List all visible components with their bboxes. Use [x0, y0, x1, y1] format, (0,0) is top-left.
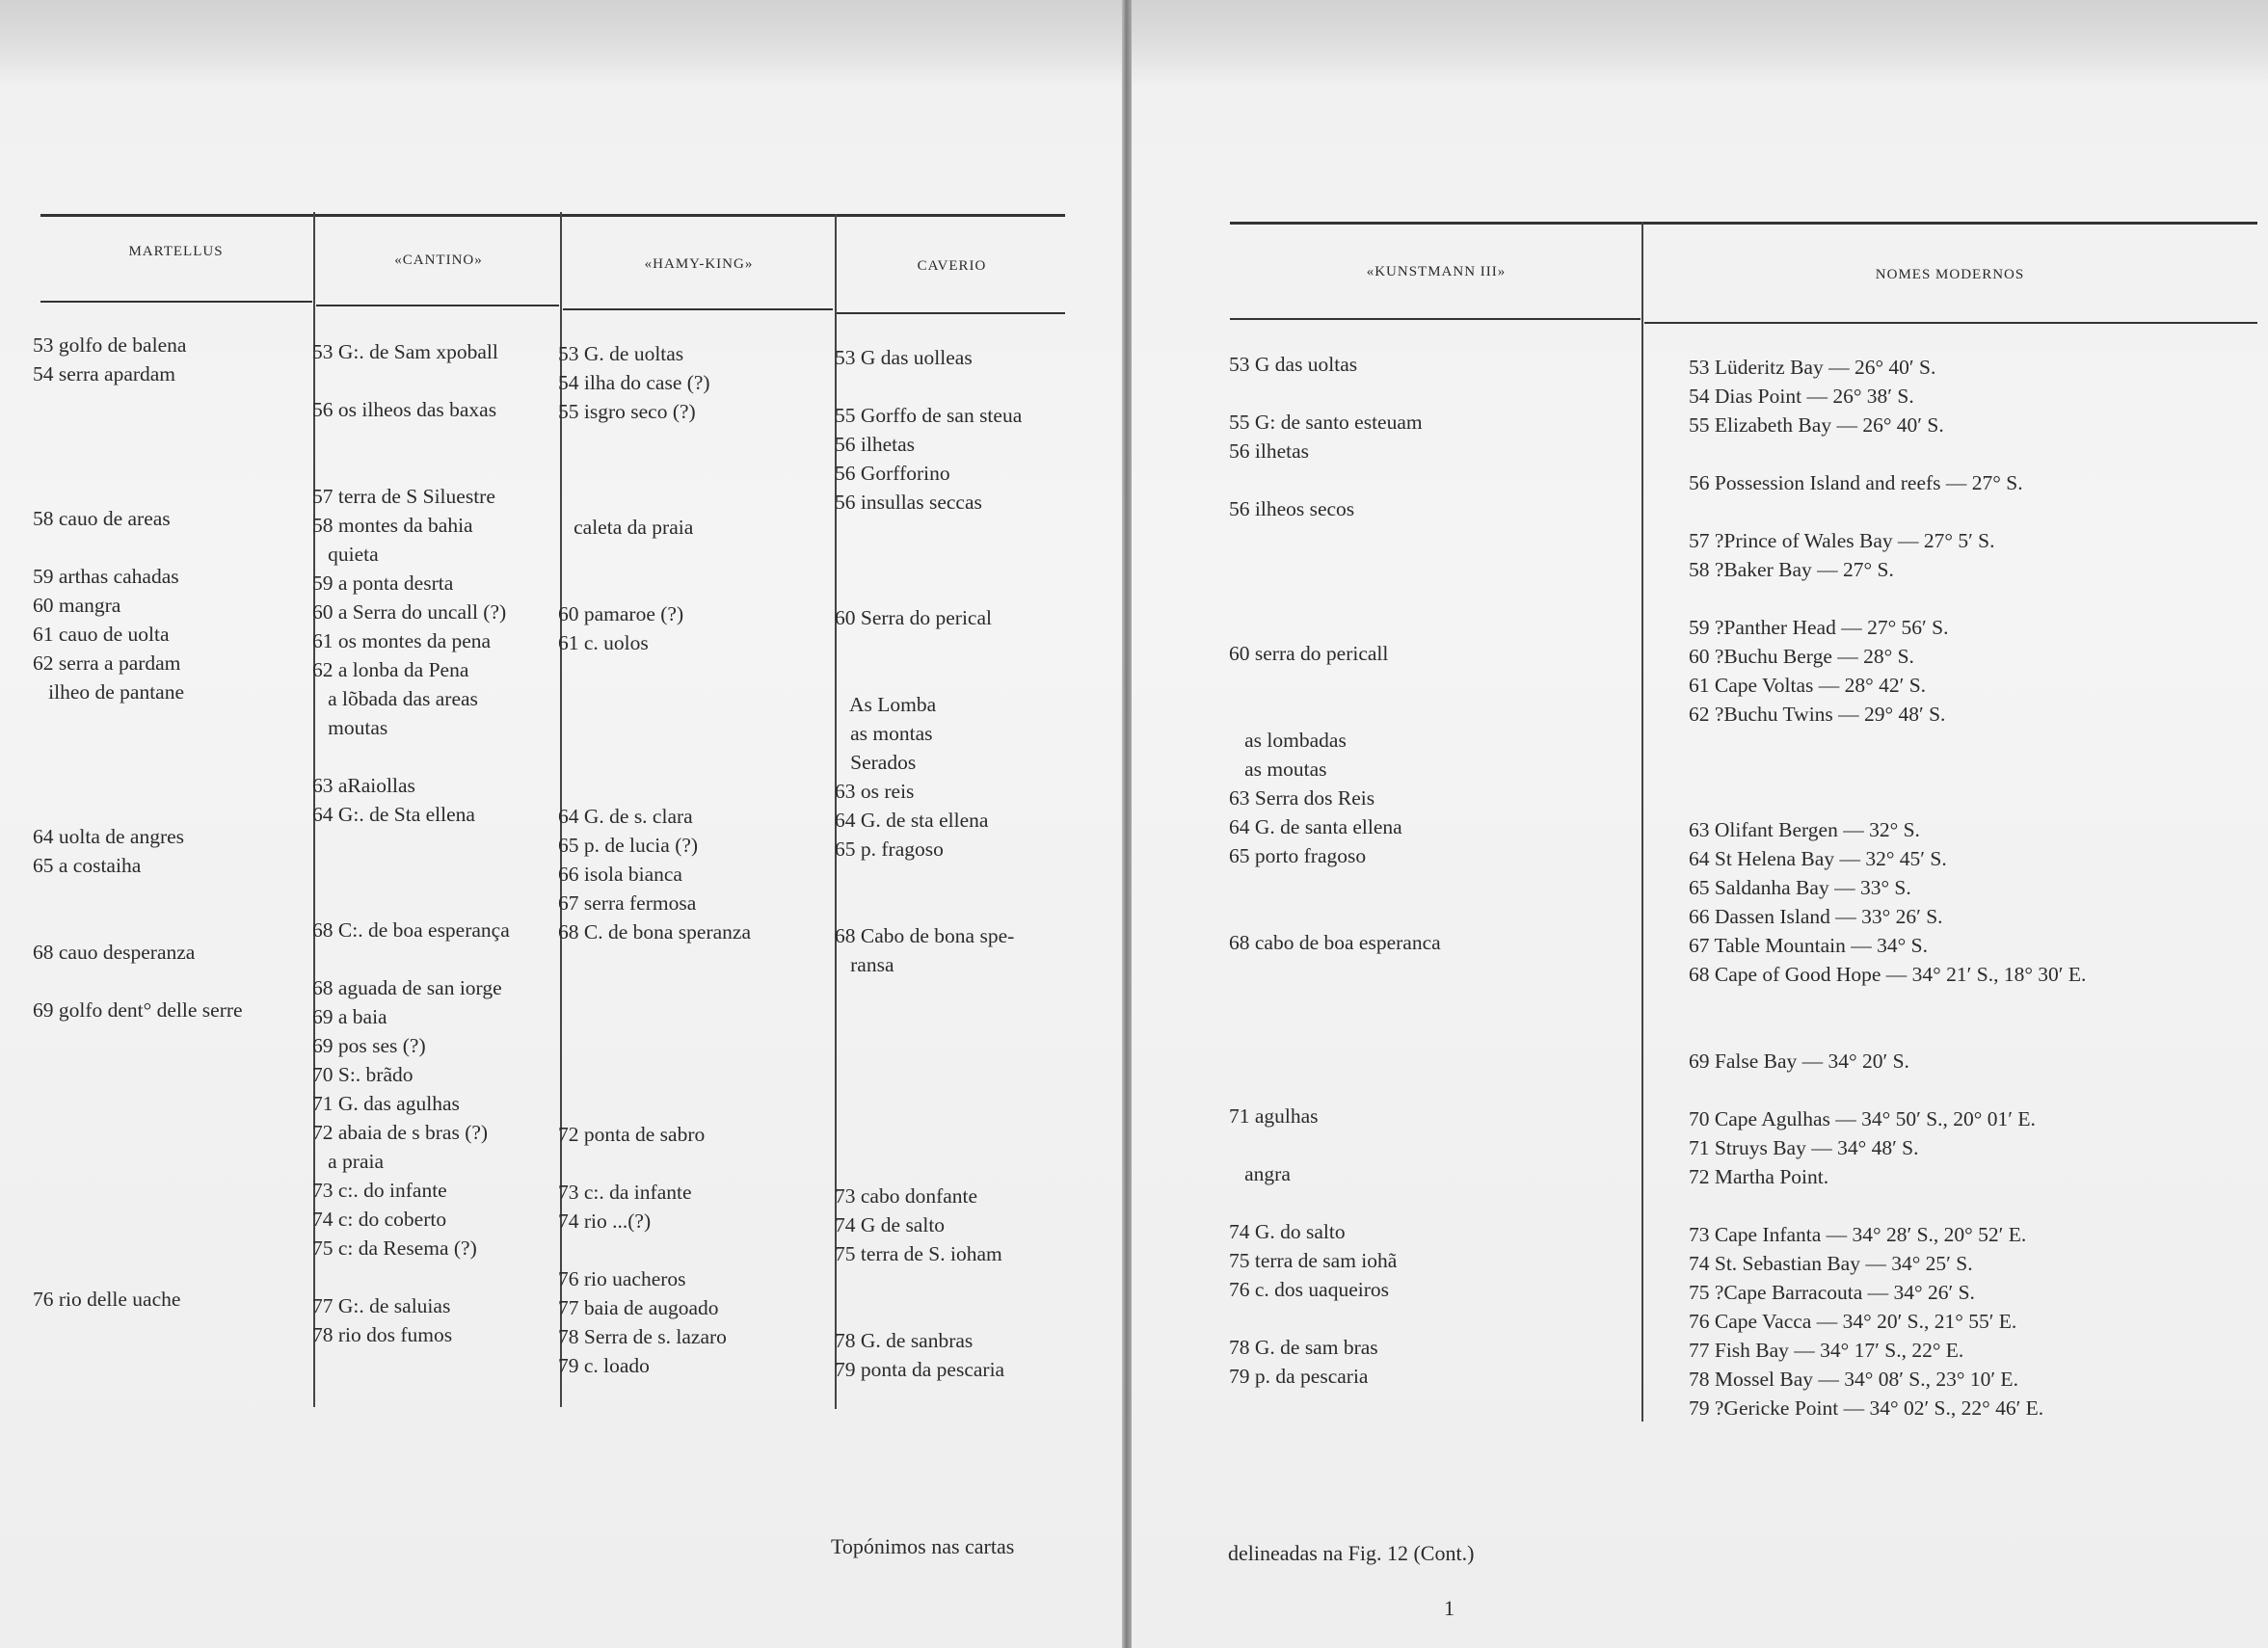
table-cell: [312, 1263, 559, 1291]
table-cell: 72 ponta de sabro: [558, 1123, 706, 1146]
table-cell: 76 rio uacheros: [558, 1267, 686, 1290]
table-cell: 55 Elizabeth Bay — 26° 40′ S.: [1689, 413, 1944, 437]
table-cell: [1229, 465, 1639, 494]
table-cell: [835, 574, 1064, 603]
table-cell: 73 Cape Infanta — 34° 28′ S., 20° 52′ E.: [1689, 1223, 2027, 1246]
table-cell: [835, 517, 1064, 545]
table-cell: 69 a baia: [312, 1005, 387, 1028]
table-cell: 65 porto fragoso: [1229, 844, 1367, 867]
table-cell: [33, 706, 312, 735]
page-number: 1: [1444, 1596, 1454, 1620]
table-cell: [558, 1149, 834, 1178]
table-cell: [1689, 1018, 2257, 1047]
table-cell: [558, 1062, 834, 1091]
table-cell: [835, 1008, 1064, 1037]
table-cell: 55 Gorffo de san steua: [835, 404, 1023, 427]
table-cell: [558, 484, 834, 513]
table-cell: 73 cabo donfante: [835, 1184, 978, 1208]
table-cell: [558, 657, 834, 686]
table-cell: 53 G das uolleas: [835, 346, 973, 369]
table-cell: [835, 1066, 1064, 1095]
table-cell: [1229, 899, 1639, 928]
table-cell: as montas: [835, 722, 933, 745]
table-cell: 60 serra do pericall: [1229, 642, 1389, 665]
table-cell: 71 Struys Bay — 34° 48′ S.: [1689, 1136, 1919, 1159]
table-cell: 56 ilhetas: [835, 433, 915, 456]
kunstmann-column: [1229, 350, 1639, 1391]
table-cell: [33, 417, 312, 446]
table-cell: 64 G. de s. clara: [558, 805, 693, 828]
table-cell: 56 Possession Island and reefs — 27° S.: [1689, 471, 2023, 494]
table-cell: 68 Cape of Good Hope — 34° 21′ S., 18° 30′ E.: [1689, 963, 2087, 986]
cantino-column: [312, 337, 559, 1349]
table-cell: 68 C. de bona speranza: [558, 920, 751, 944]
table-cell: [1689, 786, 2257, 815]
table-cell: [1689, 584, 2257, 613]
book-spine: [1122, 0, 1132, 1648]
table-cell: [835, 1124, 1064, 1153]
kunstmann-header-rule: [1230, 318, 1641, 320]
table-cell: [558, 1033, 834, 1062]
table-cell: [835, 1037, 1064, 1066]
table-cell: [1689, 758, 2257, 786]
table-cell: [1229, 1015, 1639, 1044]
table-cell: 63 Olifant Bergen — 32° S.: [1689, 818, 1920, 841]
table-cell: 78 G. de sanbras: [835, 1329, 974, 1352]
table-cell: 54 Dias Point — 26° 38′ S.: [1689, 385, 1914, 408]
table-cell: [835, 372, 1064, 401]
table-cell: 58 cauo de areas: [33, 507, 171, 530]
table-cell: [558, 571, 834, 599]
table-cell: 78 rio dos fumos: [312, 1323, 453, 1346]
table-cell: 54 serra apardam: [33, 362, 176, 385]
table-cell: 62 serra a pardam: [33, 651, 181, 675]
table-cell: 63 Serra dos Reis: [1229, 786, 1375, 810]
table-cell: 70 Cape Agulhas — 34° 50′ S., 20° 01′ E.: [1689, 1107, 2036, 1130]
caption-left: Topónimos nas cartas: [831, 1534, 1015, 1558]
table-cell: 70 S:. brãdo: [312, 1063, 414, 1086]
table-cell: 78 Serra de s. lazaro: [558, 1325, 727, 1348]
table-cell: ransa: [835, 953, 894, 976]
table-cell: 65 p. de lucia (?): [558, 834, 699, 857]
table-cell: 68 cauo desperanza: [33, 941, 196, 964]
table-cell: [835, 545, 1064, 574]
table-cell: 61 os montes da pena: [312, 629, 492, 652]
table-cell: 53 G:. de Sam xpoball: [312, 340, 498, 363]
table-cell: [33, 1053, 312, 1082]
table-cell: [1229, 668, 1639, 697]
table-cell: [1689, 497, 2257, 526]
nomes-modernos-column: [1689, 353, 2257, 1422]
table-cell: [33, 1256, 312, 1285]
table-cell: [312, 887, 559, 916]
table-cell: 75 terra de sam iohã: [1229, 1249, 1398, 1272]
table-cell: moutas: [312, 716, 388, 739]
table-cell: [1229, 870, 1639, 899]
table-cell: [1229, 523, 1639, 552]
martellus-column: [33, 331, 312, 1314]
table-cell: 74 G de salto: [835, 1213, 946, 1236]
table-cell: 68 Cabo de bona spe-: [835, 924, 1015, 947]
table-cell: [558, 1236, 834, 1264]
table-cell: 55 G: de santo esteuam: [1229, 411, 1423, 434]
table-cell: 74 G. do salto: [1229, 1220, 1346, 1243]
table-cell: 65 p. fragoso: [835, 837, 944, 861]
table-cell: [33, 475, 312, 504]
table-cell: [1229, 1304, 1639, 1333]
table-cell: [835, 1095, 1064, 1124]
table-cell: [33, 388, 312, 417]
table-cell: [1229, 1073, 1639, 1102]
table-cell: 65 Saldanha Bay — 33° S.: [1689, 876, 1911, 899]
table-cell: [835, 864, 1064, 892]
table-cell: 62 a lonba da Pena: [312, 658, 469, 681]
table-cell: 66 isola bianca: [558, 863, 682, 886]
table-cell: [558, 426, 834, 455]
table-cell: [312, 366, 559, 395]
table-cell: [33, 1111, 312, 1140]
table-cell: 60 a Serra do uncall (?): [312, 600, 507, 624]
table-cell: 53 Lüderitz Bay — 26° 40′ S.: [1689, 356, 1936, 379]
table-cell: ilheo de pantane: [33, 680, 185, 704]
table-cell: 61 cauo de uolta: [33, 623, 170, 646]
table-cell: [1229, 1188, 1639, 1217]
table-cell: [1229, 552, 1639, 581]
table-cell: [558, 946, 834, 975]
table-cell: 72 Martha Point.: [1689, 1165, 1829, 1188]
table-cell: 73 c:. do infante: [312, 1179, 447, 1202]
caverio-column: [835, 343, 1064, 1384]
table-cell: 71 agulhas: [1229, 1104, 1319, 1128]
table-cell: 58 ?Baker Bay — 27° S.: [1689, 558, 1894, 581]
table-cell: 75 ?Cape Barracouta — 34° 26′ S.: [1689, 1281, 1975, 1304]
table-cell: [558, 773, 834, 802]
hamy-king-header-rule: [563, 308, 833, 310]
table-cell: [1689, 1191, 2257, 1220]
hamy-king-column: [558, 339, 834, 1380]
table-cell: [1229, 986, 1639, 1015]
table-cell: 73 c:. da infante: [558, 1181, 692, 1204]
header-kunstmann: «KUNSTMANN III»: [1366, 264, 1507, 279]
table-cell: [312, 858, 559, 887]
table-cell: 64 uolta de angres: [33, 825, 185, 848]
table-cell: [312, 944, 559, 973]
table-cell: 60 Serra do perical: [835, 606, 992, 629]
table-cell: a lõbada das areas: [312, 687, 478, 710]
table-cell: 77 G:. de saluias: [312, 1294, 451, 1317]
table-cell: [33, 909, 312, 938]
table-cell: angra: [1229, 1162, 1291, 1185]
table-cell: [558, 1004, 834, 1033]
table-cell: 57 terra de S Siluestre: [312, 485, 495, 508]
table-cell: 59 a ponta desrta: [312, 571, 454, 595]
table-cell: 56 ilhetas: [1229, 439, 1309, 463]
table-cell: 68 C:. de boa esperança: [312, 918, 510, 942]
table-cell: 62 ?Buchu Twins — 29° 48′ S.: [1689, 703, 1946, 726]
table-cell: 64 G. de sta ellena: [835, 809, 989, 832]
table-cell: 78 G. de sam bras: [1229, 1336, 1378, 1359]
table-cell: 59 ?Panther Head — 27° 56′ S.: [1689, 616, 1949, 639]
table-cell: 59 arthas cahadas: [33, 565, 179, 588]
table-cell: 77 Fish Bay — 34° 17′ S., 22° E.: [1689, 1339, 1964, 1362]
table-cell: [1229, 697, 1639, 726]
table-cell: 68 aguada de san iorge: [312, 976, 502, 999]
table-cell: 64 G. de santa ellena: [1229, 815, 1402, 838]
table-cell: [33, 446, 312, 475]
table-cell: [1689, 729, 2257, 758]
header-nomes-modernos: NOMES MODERNOS: [1875, 267, 2025, 282]
table-cell: 60 mangra: [33, 594, 121, 617]
table-cell: [835, 661, 1064, 690]
table-cell: 76 Cape Vacca — 34° 20′ S., 21° 55′ E.: [1689, 1310, 2017, 1333]
right-top-rule: [1230, 222, 2257, 225]
table-cell: 64 G:. de Sta ellena: [312, 803, 475, 826]
header-hamy-king: «HAMY-KING»: [644, 256, 754, 272]
table-cell: [558, 744, 834, 773]
table-cell: 56 os ilheos das baxas: [312, 398, 497, 421]
table-cell: [1689, 439, 2257, 468]
table-cell: [835, 1268, 1064, 1297]
table-cell: [835, 632, 1064, 661]
table-cell: [33, 533, 312, 562]
table-cell: [33, 735, 312, 764]
table-cell: [558, 455, 834, 484]
table-cell: [312, 424, 559, 453]
scan-shadow: [0, 0, 2268, 87]
table-cell: 68 cabo de boa esperanca: [1229, 931, 1441, 954]
table-cell: 76 c. dos uaqueiros: [1229, 1278, 1389, 1301]
table-cell: 71 G. das agulhas: [312, 1092, 460, 1115]
table-cell: [33, 764, 312, 793]
table-cell: 79 c. loado: [558, 1354, 650, 1377]
table-cell: 63 os reis: [835, 780, 915, 803]
left-top-rule: [40, 214, 1065, 217]
table-cell: [835, 1153, 1064, 1182]
table-cell: [33, 1140, 312, 1169]
right-divider-1: [1641, 222, 1643, 1422]
table-cell: 60 ?Buchu Berge — 28° S.: [1689, 645, 1914, 668]
table-cell: [835, 892, 1064, 921]
table-cell: 61 Cape Voltas — 28° 42′ S.: [1689, 674, 1927, 697]
table-cell: 56 Gorfforino: [835, 462, 950, 485]
table-cell: [1229, 957, 1639, 986]
table-cell: 66 Dassen Island — 33° 26′ S.: [1689, 905, 1943, 928]
table-cell: caleta da praia: [558, 516, 694, 539]
table-cell: [33, 1082, 312, 1111]
table-cell: [1229, 1044, 1639, 1073]
table-cell: 79 ?Gericke Point — 34° 02′ S., 22° 46′ E.: [1689, 1396, 2044, 1420]
table-cell: 64 St Helena Bay — 32° 45′ S.: [1689, 847, 1947, 870]
table-cell: [1229, 1130, 1639, 1159]
table-cell: 72 abaia de s bras (?): [312, 1121, 489, 1144]
table-cell: 56 ilheos secos: [1229, 497, 1355, 520]
table-cell: 75 terra de S. ioham: [835, 1242, 1002, 1265]
table-cell: 63 aRaiollas: [312, 774, 415, 797]
table-cell: 76 rio delle uache: [33, 1288, 181, 1311]
header-cantino: «CANTINO»: [394, 253, 483, 268]
table-cell: 55 isgro seco (?): [558, 400, 696, 423]
table-cell: [558, 542, 834, 571]
table-cell: 53 G. de uoltas: [558, 342, 684, 365]
table-cell: 54 ilha do case (?): [558, 371, 710, 394]
table-cell: 75 c: da Resema (?): [312, 1236, 477, 1260]
table-cell: [312, 829, 559, 858]
table-cell: 67 serra fermosa: [558, 891, 697, 915]
table-cell: [1229, 581, 1639, 610]
table-cell: [1229, 379, 1639, 408]
table-cell: [312, 453, 559, 482]
table-cell: 60 pamaroe (?): [558, 602, 684, 625]
table-cell: [558, 686, 834, 715]
table-cell: [312, 742, 559, 771]
table-cell: Serados: [835, 751, 917, 774]
table-cell: 65 a costaiha: [33, 854, 142, 877]
table-cell: 53 G das uoltas: [1229, 353, 1358, 376]
table-cell: 74 c: do coberto: [312, 1208, 447, 1231]
table-cell: as moutas: [1229, 758, 1327, 781]
table-cell: [33, 1024, 312, 1053]
table-cell: [33, 1198, 312, 1227]
header-martellus: MARTELLUS: [128, 244, 224, 259]
table-cell: 58 montes da bahia: [312, 514, 473, 537]
nomes-header-rule: [1644, 322, 2257, 324]
table-cell: a praia: [312, 1150, 385, 1173]
table-cell: 78 Mossel Bay — 34° 08′ S., 23° 10′ E.: [1689, 1368, 2018, 1391]
table-cell: [835, 979, 1064, 1008]
caption-right: delineadas na Fig. 12 (Cont.): [1228, 1541, 1475, 1565]
table-cell: 79 p. da pescaria: [1229, 1365, 1369, 1388]
table-cell: [1229, 610, 1639, 639]
table-cell: 67 Table Mountain — 34° S.: [1689, 934, 1928, 957]
table-cell: [1689, 1076, 2257, 1104]
table-cell: as lombadas: [1229, 729, 1347, 752]
table-cell: [33, 793, 312, 822]
table-cell: 74 rio ...(?): [558, 1209, 652, 1233]
table-cell: [33, 880, 312, 909]
table-cell: 74 St. Sebastian Bay — 34° 25′ S.: [1689, 1252, 1973, 1275]
table-cell: [558, 715, 834, 744]
table-cell: 79 ponta da pescaria: [835, 1358, 1005, 1381]
table-cell: 61 c. uolos: [558, 631, 649, 654]
table-cell: 69 pos ses (?): [312, 1034, 426, 1057]
table-cell: 57 ?Prince of Wales Bay — 27° 5′ S.: [1689, 529, 1995, 552]
table-cell: 77 baia de augoado: [558, 1296, 719, 1319]
table-cell: 56 insullas seccas: [835, 491, 982, 514]
table-cell: 53 golfo de balena: [33, 333, 187, 357]
cantino-header-rule: [316, 305, 559, 306]
table-cell: [33, 1169, 312, 1198]
table-cell: As Lomba: [835, 693, 937, 716]
table-cell: [558, 1091, 834, 1120]
table-cell: [835, 1297, 1064, 1326]
table-cell: 69 False Bay — 34° 20′ S.: [1689, 1050, 1909, 1073]
table-cell: [33, 1227, 312, 1256]
table-cell: [33, 967, 312, 996]
table-cell: quieta: [312, 543, 379, 566]
header-caverio: CAVERIO: [917, 258, 987, 274]
martellus-header-rule: [40, 301, 312, 303]
table-cell: [1689, 989, 2257, 1018]
table-cell: [558, 975, 834, 1004]
table-cell: 69 golfo dent° delle serre: [33, 998, 243, 1022]
caverio-header-rule: [837, 312, 1065, 314]
